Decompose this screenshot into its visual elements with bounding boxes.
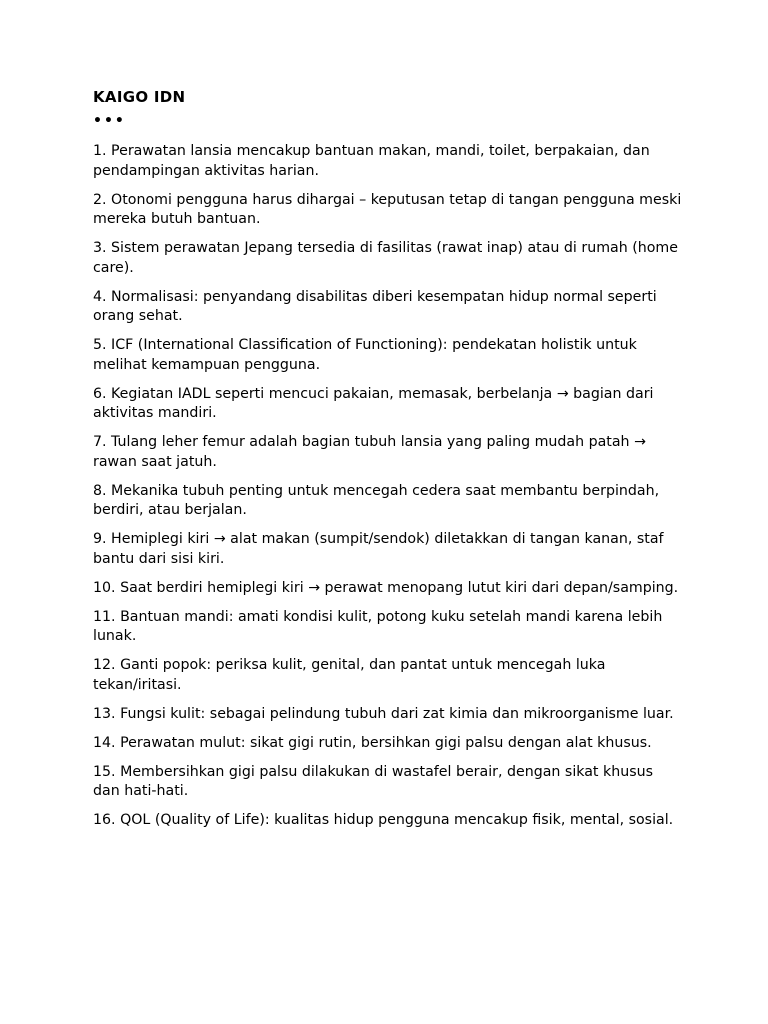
note-item-13: 13. Fungsi kulit: sebagai pelindung tubuh dari zat kimia dan mikroorganisme luar. <box>93 705 674 722</box>
note-item-5: 5. ICF (International Classification of Functioning): pendekatan holistik untuk melihat kemampuan pengguna. <box>93 337 637 373</box>
note-item-10: 10. Saat berdiri hemiplegi kiri → perawat menopang lutut kiri dari depan/samping. <box>93 579 679 596</box>
note-item-9: 9. Hemiplegi kiri → alat makan (sumpit/sendok) diletakkan di tangan kanan, staf bantu dari sisi kiri. <box>93 531 664 567</box>
note-item-14: 14. Perawatan mulut: sikat gigi rutin, bersihkan gigi palsu dengan alat khusus. <box>93 734 652 751</box>
note-item-7: 7. Tulang leher femur adalah bagian tubuh lansia yang paling mudah patah → rawan saat jatuh. <box>93 434 646 470</box>
note-list <box>93 142 683 831</box>
note-item-3: 3. Sistem perawatan Jepang tersedia di fasilitas (rawat inap) atau di rumah (home care). <box>93 240 678 276</box>
note-item-1: 1. Perawatan lansia mencakup bantuan makan, mandi, toilet, berpakaian, dan pendampingan aktivitas harian. <box>93 143 650 179</box>
document-content <box>93 87 683 840</box>
note-item-11: 11. Bantuan mandi: amati kondisi kulit, potong kuku setelah mandi karena lebih lunak. <box>93 608 663 644</box>
title-dots-separator: ••• <box>93 113 126 129</box>
note-item-4: 4. Normalisasi: penyandang disabilitas diberi kesempatan hidup normal seperti orang sehat. <box>93 288 657 324</box>
note-item-12: 12. Ganti popok: periksa kulit, genital, dan pantat untuk mencegah luka tekan/iritasi. <box>93 657 606 693</box>
document-title: KAIGO IDN <box>93 88 186 106</box>
note-item-8: 8. Mekanika tubuh penting untuk mencegah cedera saat membantu berpindah, berdiri, atau berjalan. <box>93 482 660 518</box>
note-item-6: 6. Kegiatan IADL seperti mencuci pakaian, memasak, berbelanja → bagian dari aktivitas mandiri. <box>93 385 654 421</box>
note-item-15: 15. Membersihkan gigi palsu dilakukan di wastafel berair, dengan sikat khusus dan hati-hati. <box>93 763 653 799</box>
note-item-16: 16. QOL (Quality of Life): kualitas hidup pengguna mencakup fisik, mental, sosial. <box>93 812 674 828</box>
note-item-2: 2. Otonomi pengguna harus dihargai – keputusan tetap di tangan pengguna meski mereka butuh bantuan. <box>93 191 682 227</box>
